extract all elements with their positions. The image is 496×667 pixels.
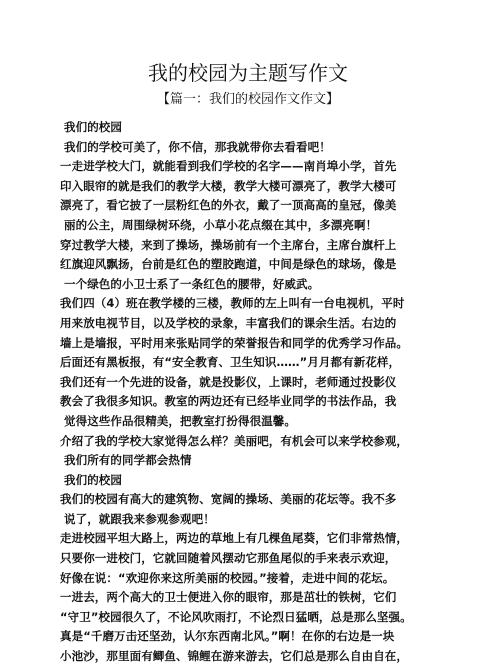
text-line: 用来放电视节目，以及学校的录象，丰富我们的课余生活。右边的	[60, 315, 397, 330]
text-line: 介绍了我的学校大家觉得怎么样？美丽吧，有机会可以来学校参观，	[60, 433, 408, 448]
text-line: 墙上是墙报，平时用来张贴同学的荣誉报告和同学的优秀学习作品。	[60, 335, 408, 350]
text-line: 红旗迎风飘扬，台前是红色的塑胶跑道，中间是绿色的球场，像是	[60, 257, 397, 272]
text-line: 我们四（4）班在教学楼的三楼，教师的左上叫有一台电视机，平时	[60, 296, 405, 311]
document-subtitle: 【篇一：我们的校园作文作文】	[156, 92, 339, 107]
text-line: 真是“千磨万击还坚劲，认尔东西南北风。”啊！在你的右边是一块	[60, 629, 395, 644]
text-line: 我们的学校可美了，你不信，那我就带你去看看吧！	[64, 139, 331, 154]
text-line: 一进去，两个高大的卫士便进入你的眼帘，那是茁壮的铁树，它们	[60, 590, 397, 605]
text-line: 丽的公主，周围绿树环绕，小草小花点缀在其中，多漂亮啊！	[64, 217, 378, 232]
essay-body	[60, 118, 480, 667]
text-line: 教会了我很多知识。教室的两边还有已经毕业同学的书法作品，我	[60, 394, 397, 409]
text-line: 只要你一进校门，它就回随着风摆动它那鱼尾似的手来表示欢迎，	[60, 551, 397, 566]
text-line: 走进校园平坦大路上，两边的草地上有几棵鱼尾葵，它们非常热情，	[60, 531, 408, 546]
text-line: 我们所有的同学都会热情	[64, 453, 192, 468]
text-line: 小池沙，那里面有鲫鱼、锦鲤在游来游去，它们总是那么自由自在，	[60, 649, 408, 664]
text-line: 我们还有一个先进的设备，就是投影仪，上课时，老师通过投影仪	[60, 374, 397, 389]
text-line: 一走进学校大门，就能看到我们学校的名字——南肖埠小学，首先	[60, 159, 397, 174]
text-line: 漂亮了，看它披了一层粉红色的外衣，戴了一顶高高的皇冠，像美	[60, 198, 397, 213]
document-title: 我的校园为主题写作文	[148, 61, 348, 85]
text-line: “守卫”校园很久了，不论风吹雨打，不论烈日猛晒，总是那么坚强。	[60, 609, 412, 624]
text-line: 说了，就跟我来参观参观吧！	[64, 511, 215, 526]
text-line: 后面还有黑板报，有“安全教育、卫生知识……”月月都有新花样，	[60, 355, 401, 370]
text-line: 我们的校园	[64, 120, 122, 134]
text-line: 印入眼帘的就是我们的教学大楼，教学大楼可漂亮了，教学大楼可	[60, 178, 397, 193]
text-line: 穿过教学大楼，来到了操场，操场前有一个主席台，主席台旗杆上	[60, 237, 397, 252]
text-line: 一个绿色的小卫士系了一条红色的腰带，好威武。	[64, 276, 320, 291]
text-line: 好像在说：“欢迎你来这所美丽的校园。”接着，走进中间的花坛。	[60, 570, 395, 585]
text-line: 觉得这些作品很精美，把教室打扮得很温馨。	[64, 413, 296, 428]
text-line: 我们的校园有高大的建筑物、宽阔的操场、美丽的花坛等。我不多	[60, 492, 397, 507]
text-line: 我们的校园	[64, 472, 122, 487]
